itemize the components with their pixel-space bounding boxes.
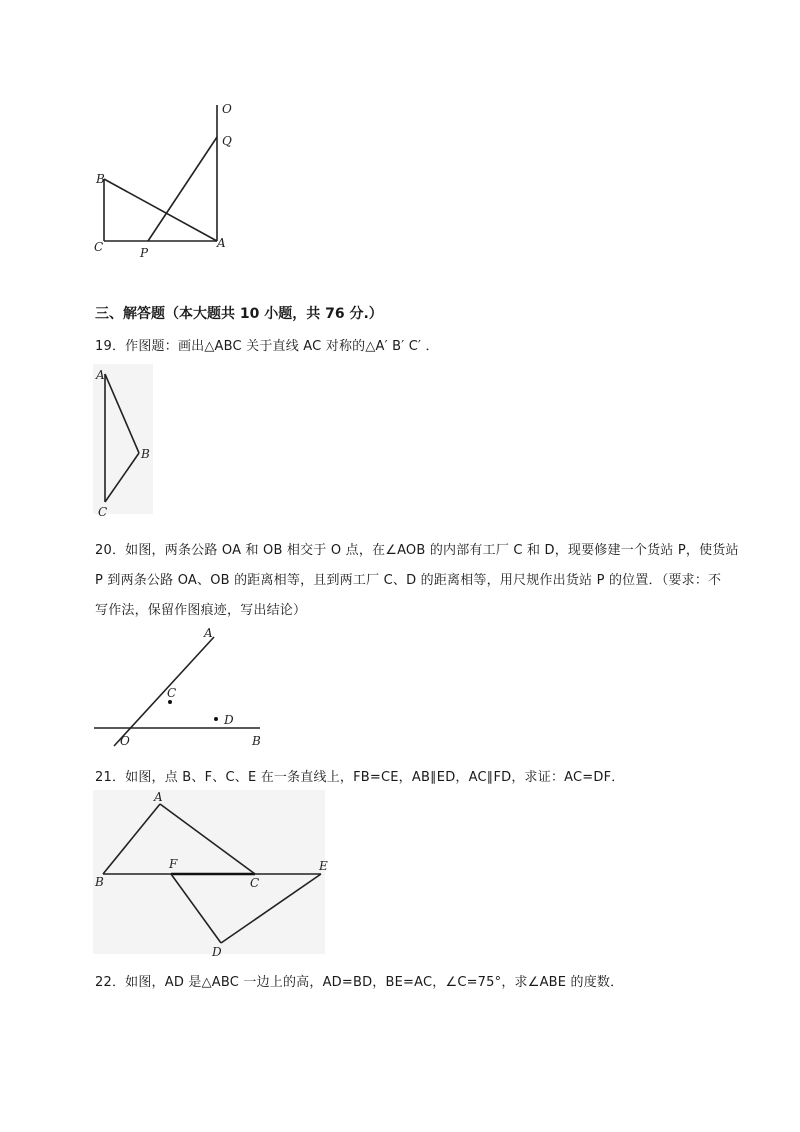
label-b: B: [95, 875, 104, 889]
figure-q20: [94, 625, 274, 750]
figure-q20-svg: [94, 625, 274, 750]
label-b: B: [252, 734, 261, 748]
point-d: [214, 717, 218, 721]
label-c: C: [250, 876, 260, 890]
label-c: C: [94, 240, 104, 254]
question-20-line-1: 20．如图，两条公路 OA 和 OB 相交于 O 点，在∠AOB 的内部有工厂 C 和 D，现要修建一个货站 P，使货站: [95, 543, 739, 558]
label-e: E: [319, 859, 328, 873]
label-b: B: [141, 447, 150, 461]
figure-q19-background: [93, 364, 153, 514]
section-title: 三、解答题（本大题共 10 小题，共 76 分.）: [95, 306, 383, 322]
figure-q19-svg: [93, 364, 163, 520]
label-c: C: [167, 686, 177, 700]
road-oa: [114, 637, 214, 746]
figure-q19: [93, 364, 163, 520]
question-21-text: 21．如图，点 B、F、C、E 在一条直线上，FB=CE，AB∥ED，AC∥FD，求证：AC=DF．: [95, 770, 625, 785]
figure-q18: [90, 95, 250, 265]
point-c: [168, 700, 172, 704]
label-q: Q: [222, 134, 232, 148]
label-b: B: [96, 172, 105, 186]
question-19-text: 19．作图题：画出△ABC 关于直线 AC 对称的△A′ B′ C′ ．: [95, 339, 439, 354]
figure-q18-svg: [90, 95, 250, 265]
label-a: A: [154, 790, 163, 804]
line-pq: [148, 137, 217, 241]
label-a: A: [217, 236, 226, 250]
label-f: F: [169, 857, 178, 871]
label-a: A: [204, 626, 213, 640]
figure-q21: [93, 790, 333, 960]
label-o: O: [120, 734, 130, 748]
label-o: O: [222, 102, 232, 116]
label-a: A: [96, 368, 105, 382]
label-d: D: [212, 945, 222, 959]
line-ba: [104, 179, 217, 241]
label-d: D: [224, 713, 234, 727]
question-22-text: 22．如图，AD 是△ABC 一边上的高，AD=BD，BE=AC，∠C=75°，求∠ABE 的度数．: [95, 975, 624, 990]
label-c: C: [98, 505, 108, 519]
question-20-line-2: P 到两条公路 OA、OB 的距离相等，且到两工厂 C、D 的距离相等，用尺规作出货站 P 的位置．（要求：不: [95, 573, 722, 588]
figure-q21-background: [93, 790, 325, 954]
figure-q21-svg: [93, 790, 333, 960]
label-p: P: [140, 246, 149, 260]
question-20-line-3: 写作法，保留作图痕迹，写出结论）: [95, 603, 307, 618]
